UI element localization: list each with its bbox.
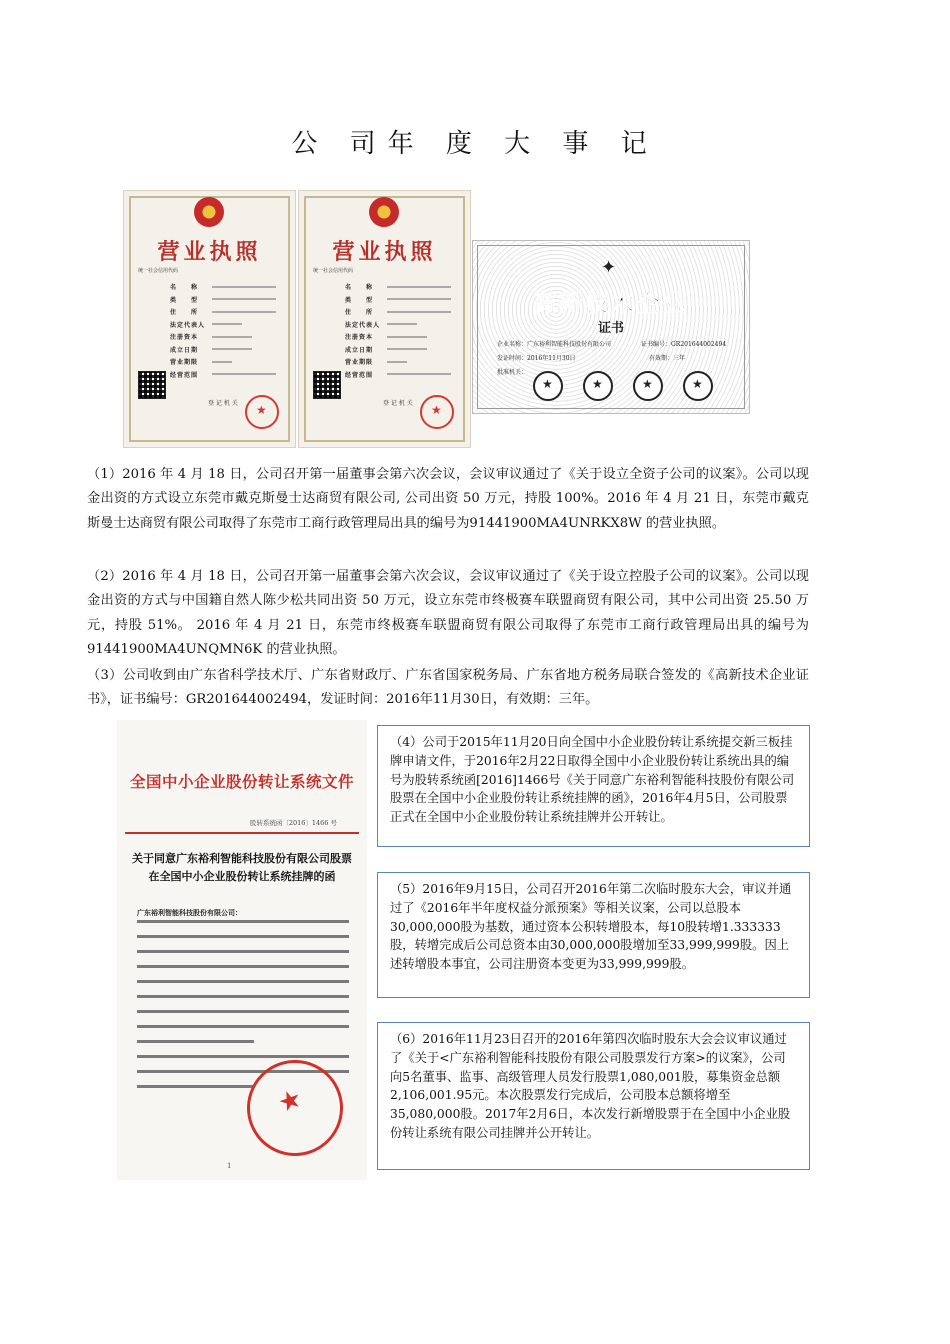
license-field: 住 所 <box>170 309 199 316</box>
high-tech-certificate-image <box>472 240 750 414</box>
license-field: 经营范围 <box>170 371 199 379</box>
license-field: 类 型 <box>170 296 199 304</box>
red-seal-icon <box>420 395 454 429</box>
notice-number: 股转系统函〔2016〕1466 号 <box>249 819 337 827</box>
license-org-label: 登 记 机 关 <box>383 400 413 407</box>
license-field: 名 称 <box>170 284 199 291</box>
license-code-label: 统一社会信用代码 <box>138 268 179 274</box>
validity-label: 有效期： <box>649 355 674 362</box>
license-field: 法定代表人 <box>170 321 206 329</box>
neeq-notice-image <box>117 720 367 1180</box>
license-field: 成立日期 <box>170 346 199 354</box>
license-field: 成立日期 <box>345 346 374 354</box>
national-emblem-icon <box>369 197 399 227</box>
certificate-subtitle: 证书 <box>597 321 624 336</box>
business-license-image-2 <box>298 190 471 448</box>
issue-label: 发证时间： <box>497 355 528 362</box>
qr-code-icon <box>313 371 341 399</box>
license-field: 营业期限 <box>345 359 374 366</box>
notice-addressee: 广东裕利智能科技股份有限公司： <box>137 908 242 917</box>
qr-code-icon <box>138 371 166 399</box>
license-org-label: 登 记 机 关 <box>208 400 238 407</box>
issue-date: 2016年11月30日 <box>527 355 576 362</box>
certificate-title: 高新技术企业 <box>533 291 689 317</box>
red-seal-icon <box>245 395 279 429</box>
national-emblem-icon <box>194 197 224 227</box>
license-title: 营业执照 <box>332 240 437 265</box>
event-box-6: （6）2016年11月23日召开的2016年第四次临时股东大会会议审议通过了《关于<广东裕利智能科技股份有限公司股票发行方案>的议案》，公司向5名董事、监事、高级管理人员发行股票1,080,001股，募集资金总额2,106,001.95元。本次股票发行完成后，公司股本总额将增至35,080,000股。2017年2月6日，本次发行新增股票于在全国中小企业股份转让系统有限公司挂牌并公开转让。 <box>377 1022 810 1170</box>
license-field: 名 称 <box>345 284 374 291</box>
seal-icon <box>533 371 563 401</box>
license-title: 营业执照 <box>157 240 262 265</box>
business-license-image-1 <box>123 190 296 448</box>
notice-page-number: 1 <box>227 1162 232 1170</box>
notice-header: 全国中小企业股份转让系统文件 <box>129 773 354 791</box>
license-field: 法定代表人 <box>345 321 381 329</box>
seal-icon <box>583 371 613 401</box>
enterprise-label: 企业名称： <box>497 341 528 348</box>
license-code-label: 统一社会信用代码 <box>313 268 354 274</box>
license-field: 经营范围 <box>345 371 374 379</box>
license-field: 注册资本 <box>345 334 374 341</box>
validity: 三年 <box>673 355 686 362</box>
seal-icon <box>633 371 663 401</box>
event-paragraph-3: （3）公司收到由广东省科学技术厅、广东省财政厅、广东省国家税务局、广东省地方税务局联合签发的《高新技术企业证书》，证书编号：GR201644002494，发证时间：2016年11月30日，有效期：三年。 <box>87 668 809 708</box>
torch-logo-icon: ✦ <box>601 257 617 278</box>
event-paragraph-2: （2）2016 年 4 月 18 日，公司召开第一届董事会第六次会议，会议审议通过了《关于设立控股子公司的议案》。公司以现金出资的方式与中国籍自然人陈少松共同出资 50 万元，设立东莞市终极赛车联盟商贸有限公司，其中公司出资 25.50 万元，持股 51%。 2016 年 4 月 21 日，东莞市终极赛车联盟商贸有限公司取得了东莞市工商行政管理局出具的编号为 91441900MA4UNQMN6K 的营业执照。 <box>87 569 809 657</box>
enterprise-name: 广东裕利智能科技股份有限公司 <box>527 341 612 348</box>
license-field: 类 型 <box>345 296 374 304</box>
seal-icon <box>683 371 713 401</box>
event-box-5: （5）2016年9月15日，公司召开2016年第二次临时股东大会，审议并通过了《2016年半年度权益分派预案》等相关议案，公司以总股本30,000,000股为基数，通过资本公积转增股本，每10股转增1.333333股，转增完成后公司总资本由30,000,000股增加至33,999,999股。因上述转增股本事宜，公司注册资本变更为33,999,999股。 <box>377 872 810 998</box>
license-field: 住 所 <box>345 309 374 316</box>
notice-title: 关于同意广东裕利智能科技股份有限公司股票 在全国中小企业股份转让系统挂牌的函 <box>132 852 352 883</box>
cert-no: GR201644002494 <box>671 341 727 348</box>
license-field: 营业期限 <box>170 359 199 366</box>
page-title: 公 司年 度 大 事 记 <box>291 129 659 159</box>
cert-no-label: 证书编号： <box>641 341 672 348</box>
event-box-4: （4）公司于2015年11月20日向全国中小企业股份转让系统提交新三板挂牌申请文件，于2016年2月22日取得全国中小企业股份转让系统出具的编号为股转系统函[2016]1466号《关于同意广东裕利智能科技股份有限公司股票在全国中小企业股份转让系统挂牌的函》，2016年4月5日，公司股票正式在全国中小企业股份转让系统挂牌并公开转让。 <box>377 725 810 847</box>
event-paragraph-1: （1）2016 年 4 月 18 日，公司召开第一届董事会第六次会议，会议审议通过了《关于设立全资子公司的议案》。公司以现金出资的方式设立东莞市戴克斯曼士达商贸有限公司, 公司出资 50 万元，持股 100%。2016 年 4 月 21 日，东莞市戴克斯曼士达商贸有限公司取得了东莞市工商行政管理局出具的编号为91441900MA4UNRKX8W 的营业执照。 <box>87 467 809 531</box>
authority-label: 批准机关： <box>497 369 528 376</box>
license-field: 注册资本 <box>170 334 199 341</box>
